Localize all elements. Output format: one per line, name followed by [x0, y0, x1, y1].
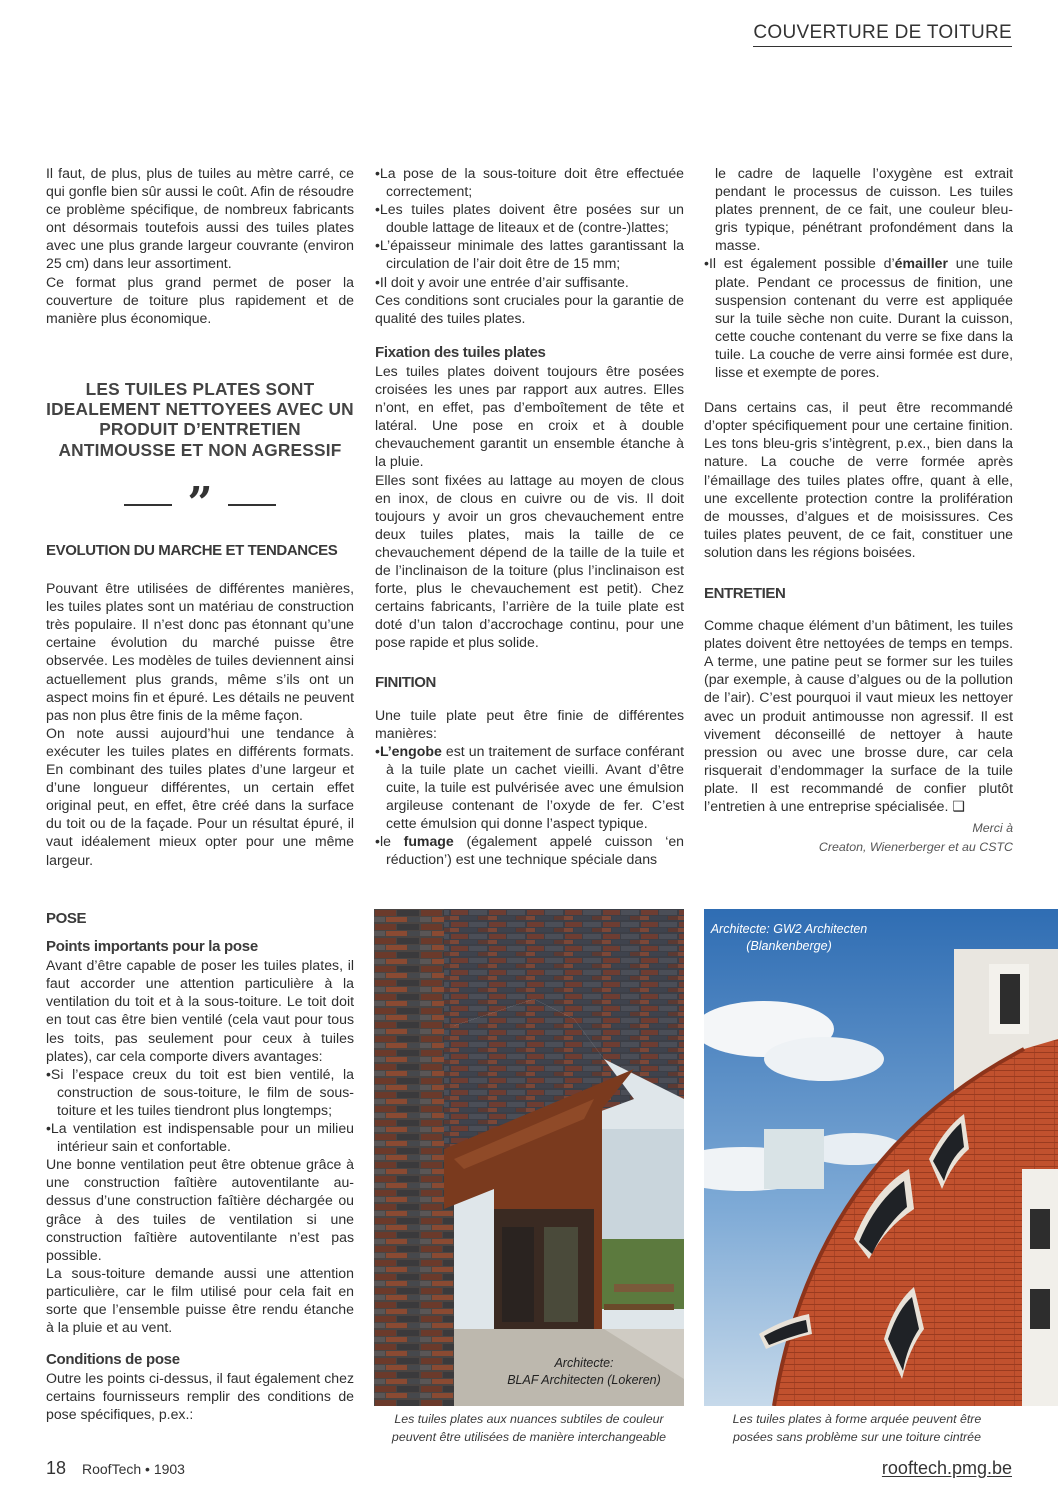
- bullet-emailler: •Il est également possible d’émailler une tuile plate. Pendant ce processus de finition, une suspension contenant du verre est appliquée sur la tuile sèche non cuite. Durant la cuisson, cette couche contenant du verre se fixe dans la tuile. La couche de verre ainsi formée est dure, lisse et exempte de pores.: [704, 255, 1013, 381]
- quote-rule: [228, 504, 276, 506]
- paragraph: le cadre de laquelle l’oxygène est extrait pendant le processus de cuisson. Les tuiles plates prennent, de ce fait, une couleur bleu-gris typique, pénétrant profondément dans la masse.: [715, 165, 1013, 254]
- photo-credit-line: BLAF Architecten (Lokeren): [507, 1373, 661, 1387]
- photo-credit: [704, 921, 874, 955]
- photo-caption: Les tuiles plates à forme arquée peuvent être posées sans problème sur une toiture cintrée: [732, 1412, 982, 1444]
- paragraph: Outre les points ci-dessus, il faut également chez certains fournisseurs remplir des conditions de pose spécifiques, p.ex.:: [46, 1370, 354, 1423]
- column-1: [46, 164, 354, 327]
- column-2: [375, 164, 684, 868]
- heading-evolution: EVOLUTION DU MARCHE ET TENDANCES: [46, 542, 338, 559]
- website-link[interactable]: rooftech.pmg.be: [881, 1458, 1012, 1478]
- photo-curved-roof: [704, 909, 1058, 1406]
- thanks-line: Creaton, Wienerberger et au CSTC: [818, 840, 1013, 855]
- paragraph: On note aussi aujourd’hui une tendance à exécuter les tuiles plates en différents formats. En combinant des tuiles plates d’une largeur et d’une longueur différentes, un certain effet original peut, en effet, être créé dans la surface du toit ou de la façade. Pour un résultat épuré, il vaut idéalement mieux opter pour une même largeur.: [46, 724, 354, 868]
- paragraph: Une bonne ventilation peut être obtenue grâce à une construction faîtière autoventilante au-dessus d’une construction faîtière déchargée ou grâce à des tuiles de ventilation si une construction faîtière autoventilante n’est pas possible.: [46, 1156, 354, 1263]
- paragraph: Elles sont fixées au lattage au moyen de clous en inox, de clous en cuivre ou de vis. Il doit toujours y avoir un gros chevauchement entre deux tuiles plates, mais la taille de ce chevauchement dépend de la taille de la tuile et de l’inclinaison de la toiture (plus l’inclinaison est forte, plus le chevauchement est petit). Chez certains fabricants, l’arrière de la tuile plate est doté d’un talon d’accrochage continu, pour une pose rapide et plus solide.: [375, 471, 684, 651]
- bullet-text: (également appelé cuisson ‘en réduction’) est une technique spéciale dans: [386, 833, 685, 868]
- bullet: •L’épaisseur minimale des lattes garantissant la circulation de l’air doit être de 15 mm;: [375, 237, 684, 272]
- bullet: •La pose de la sous-toiture doit être effectuée correctement;: [375, 165, 684, 200]
- magazine-issue: RoofTech • 1903: [82, 1461, 185, 1477]
- section-label: COUVERTURE DE TOITURE: [753, 22, 1012, 47]
- bullet-text: est un traitement de surface conférant à la tuile plate un cachet vieilli. Avant d’être cuite, la tuile est pulvérisée avec une émulsion argileuse contenant de l’oxyde de fer. C’est cette émulsion qui donne l’aspect typique.: [386, 742, 684, 832]
- bullet-text: le: [379, 833, 404, 850]
- paragraph: Avant d’être capable de poser les tuiles plates, il faut accorder une attention particulière à la ventilation du toit et à la sous-toiture. Le toit doit en tout cas être bien ventilé (cela vaut pour tous les toits, pas seulement pour ceux à tuiles plates), car cela comporte divers avantages:: [46, 957, 354, 1064]
- bullet-text: Il est également possible d’: [708, 255, 895, 272]
- photo-brick-facade: [374, 909, 684, 1406]
- bullet: •Si l’espace creux du toit est bien ventilé, la construction de sous-toiture, le film de sous-toiture et les tuiles tiendront plus longtemps;: [46, 1065, 354, 1118]
- photo-curved-roof-image: [704, 909, 1058, 1406]
- thanks-line: Merci à: [972, 821, 1013, 836]
- page-number: 18: [46, 1458, 67, 1478]
- heading-finition: FINITION: [375, 674, 436, 692]
- bullet: •Les tuiles plates doivent être posées sur un double lattage de liteaux et de (contre-)lattes;: [375, 201, 684, 236]
- quote-glyph: ”: [187, 478, 213, 529]
- paragraph: Dans certains cas, il peut être recommandé d’opter spécifiquement pour une certaine finition. Les tons bleu-gris s’intègrent, p.ex., bien dans la nature. La couche de verre formée après l’émaillage des tuiles plates offre, quant à elle, une excellente protection contre la prolifération de mousses, d’algues et de moisissures. Ces tuiles plates peuvent, de ce fait, constituer une solution dans les régions boisées.: [704, 399, 1013, 560]
- photo-caption: Les tuiles plates aux nuances subtiles de couleur peuvent être utilisées de manière interchangeable: [391, 1412, 667, 1444]
- subheading-fixation: Fixation des tuiles plates: [375, 343, 546, 361]
- term-emailler: émailler: [894, 255, 948, 272]
- paragraph: Il faut, de plus, plus de tuiles au mètre carré, ce qui gonfle bien sûr aussi le coût. Afin de résoudre ce problème spécifique, de nombreux fabricants ont désormais toutefois aussi des tuiles plates avec une plus grande largeur couvrante (environ 25 cm) dans leur assortiment.: [46, 165, 354, 272]
- bullet: •La ventilation est indispensable pour un milieu intérieur sain et confortable.: [46, 1120, 354, 1155]
- photo-credit-line: Architecte:: [554, 1356, 614, 1370]
- quote-rule: [124, 504, 172, 506]
- bullet: •Il doit y avoir une entrée d’air suffisante.: [375, 273, 629, 290]
- paragraph: Une tuile plate peut être finie de différentes manières:: [375, 706, 684, 741]
- subheading-points: Points importants pour la pose: [46, 938, 258, 956]
- column-1-pose: [46, 910, 354, 1424]
- bullet-text: une tuile plate. Pendant ce processus de finition, une suspension contenant du verre est appliquée sur la tuile sèche non cuite. Durant la cuisson, cette couche contenant du verre se fixe dans la tuile. La couche de verre ainsi formée est dure, lisse et exempte de pores.: [715, 255, 1013, 381]
- term-fumage: fumage: [403, 833, 454, 850]
- paragraph: Ce format plus grand permet de poser la couverture de toiture plus rapidement et de manière plus économique.: [46, 273, 354, 326]
- bullet-fumage: •le fumage (également appelé cuisson ‘en réduction’) est une technique spéciale dans: [375, 833, 685, 868]
- end-mark-icon: ❑: [952, 798, 966, 814]
- paragraph: Les tuiles plates doivent toujours être posées croisées les unes par rapport aux autres. Elles n’ont, en effet, pas d’emboîtement de tête et latéral. Une pose en croix et à double chevauchement garantit un ensemble étanche à la pluie.: [375, 362, 684, 470]
- heading-entretien: ENTRETIEN: [704, 584, 786, 602]
- photo-credit-line: (Blankenberge): [746, 939, 832, 953]
- paragraph: Ces conditions sont cruciales pour la garantie de qualité des tuiles plates.: [375, 291, 684, 326]
- heading-pose: POSE: [46, 910, 87, 927]
- pull-quote: LES TUILES PLATES SONT IDEALEMENT NETTOYEES AVEC UN PRODUIT D’ENTRETIEN ANTIMOUSSE ET NON AGRESSIF: [46, 379, 354, 460]
- paragraph-text: Comme chaque élément d’un bâtiment, les tuiles plates doivent être nettoyées de temps en temps. A terme, une patine peut se former sur les tuiles (par exemple, à cause d’algues ou de la pollution de l’air). C’est pourquoi il vaut mieux les nettoyer avec un produit antimousse non agressif. Il est vivement déconseillé de nettoyer à haute pression ou avec une brosse dure, car cela risquerait d’endommager la surface de la tuile plate. Il est recommandé de confier plutôt l’entretien à une entreprise spécialisée.: [704, 617, 1013, 814]
- term-engobe: L’engobe: [379, 742, 442, 759]
- paragraph: [704, 616, 1013, 815]
- photo-credit: [484, 1355, 684, 1389]
- column-3: [704, 164, 1013, 857]
- column-1-lower: [46, 542, 354, 869]
- paragraph: Pouvant être utilisées de différentes manières, les tuiles plates sont un matériau de construction très populaire. Il n’est donc pas étonnant qu’une certaine évolution du marché puisse être observée. Les modèles de tuiles deviennent ainsi actuellement plus grands, même s’ils ont un aspect moins fin et épuré. Les détails ne peuvent pas non plus être finis de la même façon.: [46, 580, 354, 723]
- quote-mark: [46, 478, 354, 529]
- paragraph: La sous-toiture demande aussi une attention particulière, car le film utilisé pour cela fait en sorte que l’ensemble puisse être rendu étanche à la pluie et au vent.: [46, 1264, 354, 1336]
- subheading-conditions: Conditions de pose: [46, 1351, 180, 1369]
- photo-credit-line: Architecte: GW2 Architecten: [710, 922, 868, 936]
- bullet-engobe: •L’engobe est un traitement de surface conférant à la tuile plate un cachet vieilli. Avant d’être cuite, la tuile est pulvérisée avec une émulsion argileuse contenant de l’oxyde de fer. C’est cette émulsion qui donne l’aspect typique.: [375, 742, 684, 832]
- photo-brick-facade-image: [374, 909, 684, 1406]
